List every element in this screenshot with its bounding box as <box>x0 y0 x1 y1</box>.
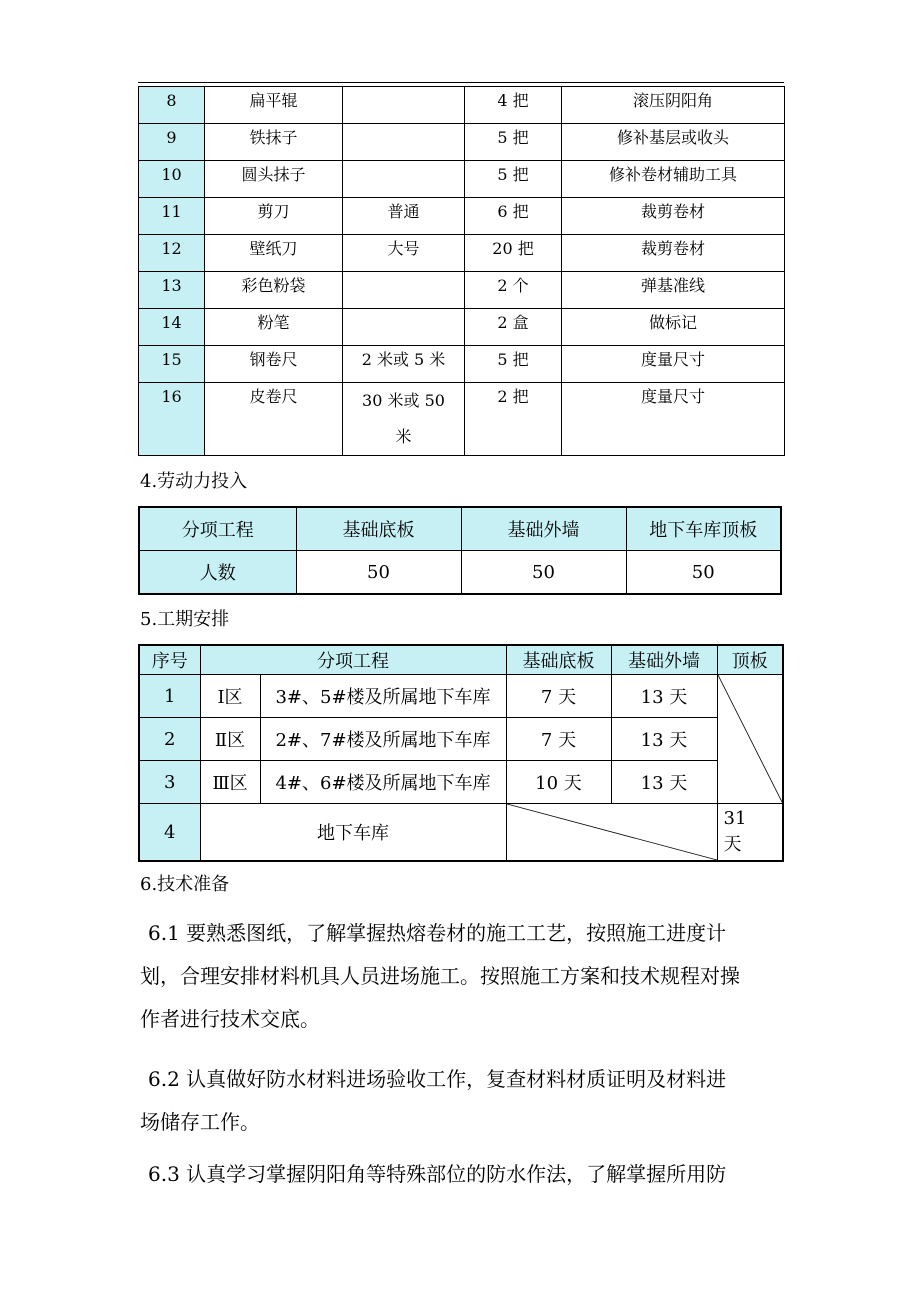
tools-row-spec <box>343 272 465 309</box>
cell-text-line: 米 <box>395 427 412 446</box>
tools-row-no: 14 <box>139 309 205 346</box>
schedule-header-c3: 顶板 <box>717 645 783 675</box>
tools-row-name: 铁抹子 <box>205 124 343 161</box>
empty-diagonal-cell <box>506 804 717 862</box>
schedule-row-zone: Ⅱ区 <box>200 718 260 761</box>
table-row <box>139 383 785 456</box>
tools-row-name: 圆头抹子 <box>205 161 343 198</box>
tools-row-name: 扁平辊 <box>205 87 343 124</box>
page-header-rule <box>138 82 784 83</box>
tools-row-spec: 2 米或 5 米 <box>343 346 465 383</box>
tools-row-name: 彩色粉袋 <box>205 272 343 309</box>
labor-value: 50 <box>461 551 626 595</box>
schedule-row-no: 4 <box>139 804 200 862</box>
tools-row-qty: 5 把 <box>465 161 562 198</box>
tools-row-name: 粉笔 <box>205 309 343 346</box>
tools-row-spec <box>343 124 465 161</box>
schedule-header-c1: 基础底板 <box>506 645 611 675</box>
cell-text: 度量尺寸 <box>640 387 705 406</box>
table-row <box>139 198 785 235</box>
tools-row-qty: 4 把 <box>465 87 562 124</box>
tools-row-use: 滚压阴阳角 <box>562 87 785 124</box>
tools-row-use: 弹基准线 <box>562 272 785 309</box>
labor-header: 基础底板 <box>296 507 461 551</box>
schedule-row-c1: 7 天 <box>506 675 611 718</box>
labor-table <box>138 506 782 595</box>
tools-row-qty: 6 把 <box>465 198 562 235</box>
schedule-c3-line1: 31 <box>723 808 747 829</box>
tools-row-use: 做标记 <box>562 309 785 346</box>
tools-row-use: 裁剪卷材 <box>562 235 785 272</box>
tools-row-spec: 普通 <box>343 198 465 235</box>
schedule-row-no: 1 <box>139 675 200 718</box>
labor-value: 50 <box>626 551 781 595</box>
tools-row-no <box>139 383 205 456</box>
schedule-row-c2: 13 天 <box>611 718 717 761</box>
diagonal-line <box>507 804 717 860</box>
tools-row-name: 剪刀 <box>205 198 343 235</box>
cell-text: 16 <box>161 387 182 406</box>
diagonal-line <box>718 675 783 803</box>
tools-row-spec <box>343 161 465 198</box>
tools-row-use: 修补卷材辅助工具 <box>562 161 785 198</box>
tools-row-qty: 20 把 <box>465 235 562 272</box>
tools-row-no: 13 <box>139 272 205 309</box>
labor-header: 基础外墙 <box>461 507 626 551</box>
paragraph-6-3 <box>140 1153 800 1196</box>
schedule-row-c2: 13 天 <box>611 675 717 718</box>
tools-row-spec: 大号 <box>343 235 465 272</box>
schedule-table <box>138 644 784 862</box>
tools-row-name: 钢卷尺 <box>205 346 343 383</box>
schedule-row-zone: Ⅲ区 <box>200 761 260 804</box>
section-6-heading: 6.技术准备 <box>140 874 230 895</box>
schedule-c3-line2: 天 <box>723 834 742 855</box>
table-row <box>139 161 785 198</box>
schedule-row-desc: 4#、6#楼及所属地下车库 <box>260 761 506 804</box>
tools-row-use: 修补基层或收头 <box>562 124 785 161</box>
table-row <box>139 346 785 383</box>
schedule-row-zone: Ⅰ区 <box>200 675 260 718</box>
table-row <box>139 235 785 272</box>
tools-row-no: 9 <box>139 124 205 161</box>
tools-row-use: 裁剪卷材 <box>562 198 785 235</box>
tools-row-no: 11 <box>139 198 205 235</box>
tools-row-spec <box>343 383 465 456</box>
schedule-row-c2: 13 天 <box>611 761 717 804</box>
tools-row-spec <box>343 87 465 124</box>
labor-header: 地下车库顶板 <box>626 507 781 551</box>
tools-table <box>138 86 785 456</box>
table-row <box>139 87 785 124</box>
tools-row-name: 壁纸刀 <box>205 235 343 272</box>
tools-row-use: 度量尺寸 <box>562 346 785 383</box>
tools-row-qty <box>465 383 562 456</box>
schedule-row-c3 <box>717 804 783 862</box>
paragraph-line: 6.1 要熟悉图纸，了解掌握热熔卷材的施工工艺，按照施工进度计 <box>148 921 727 945</box>
schedule-row-c1: 7 天 <box>506 718 611 761</box>
schedule-row-no: 3 <box>139 761 200 804</box>
schedule-row-no: 2 <box>139 718 200 761</box>
paragraph-6-2 <box>140 1058 800 1144</box>
tools-row-no: 10 <box>139 161 205 198</box>
schedule-row-c1: 10 天 <box>506 761 611 804</box>
cell-text-line: 30 米或 50 <box>362 391 445 410</box>
schedule-header-no: 序号 <box>139 645 200 675</box>
tools-row-no: 8 <box>139 87 205 124</box>
section-5-heading: 5.工期安排 <box>140 609 230 630</box>
paragraph-line: 场储存工作。 <box>140 1110 260 1134</box>
tools-row-qty: 2 个 <box>465 272 562 309</box>
table-row <box>139 309 785 346</box>
cell-text: 皮卷尺 <box>249 387 298 406</box>
paragraph-line: 作者进行技术交底。 <box>140 1007 320 1031</box>
labor-header: 分项工程 <box>139 507 296 551</box>
paragraph-6-1 <box>140 912 800 1041</box>
labor-value: 50 <box>296 551 461 595</box>
paragraph-line: 6.3 认真学习掌握阴阳角等特殊部位的防水作法，了解掌握所用防 <box>148 1162 727 1186</box>
tools-row-spec <box>343 309 465 346</box>
schedule-row-desc: 3#、5#楼及所属地下车库 <box>260 675 506 718</box>
schedule-header-c2: 基础外墙 <box>611 645 717 675</box>
section-4-heading: 4.劳动力投入 <box>140 471 248 492</box>
labor-row-label: 人数 <box>139 551 296 595</box>
tools-row-qty: 5 把 <box>465 124 562 161</box>
table-row <box>139 124 785 161</box>
tools-row-qty: 5 把 <box>465 346 562 383</box>
table-row <box>139 272 785 309</box>
paragraph-line: 6.2 认真做好防水材料进场验收工作，复查材料材质证明及材料进 <box>148 1067 727 1091</box>
tools-row-qty: 2 盒 <box>465 309 562 346</box>
schedule-header-item: 分项工程 <box>200 645 506 675</box>
tools-row-no: 15 <box>139 346 205 383</box>
paragraph-line: 划，合理安排材料机具人员进场施工。按照施工方案和技术规程对操 <box>140 964 740 988</box>
schedule-row-desc: 2#、7#楼及所属地下车库 <box>260 718 506 761</box>
tools-row-no: 12 <box>139 235 205 272</box>
tools-row-use <box>562 383 785 456</box>
schedule-row-item: 地下车库 <box>200 804 506 862</box>
tools-row-name <box>205 383 343 456</box>
empty-diagonal-cell <box>717 675 783 804</box>
cell-text: 2 把 <box>497 387 529 406</box>
